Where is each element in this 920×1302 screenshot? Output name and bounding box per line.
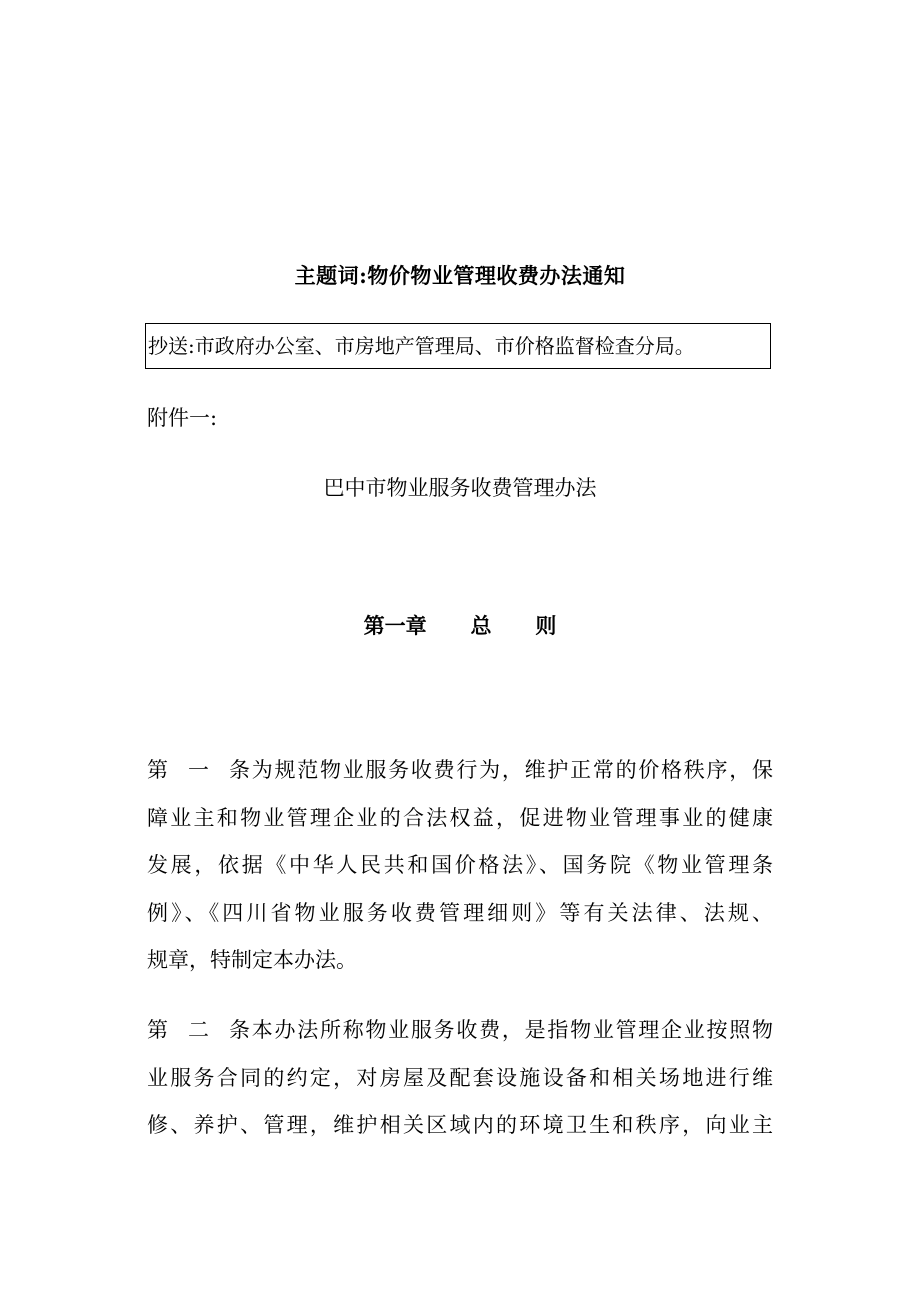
article-text: 本办法所称物业服务收费，是指物业管理企业按照物 bbox=[250, 1018, 773, 1042]
chapter-heading bbox=[0, 608, 920, 644]
article-2 bbox=[147, 1007, 777, 1150]
article-line bbox=[147, 1007, 773, 1055]
article-number: 第一条 bbox=[147, 758, 250, 782]
article-1 bbox=[147, 747, 777, 985]
article-line: 例》、《四川省物业服务收费管理细则》等有关法律、法规、 bbox=[147, 900, 773, 925]
article-text: 为规范物业服务收费行为，维护正常的价格秩序，保 bbox=[250, 758, 773, 782]
article-line bbox=[147, 747, 773, 795]
chapter-name-part-1: 总 bbox=[470, 613, 492, 638]
article-line: 业服务合同的约定，对房屋及配套设施设备和相关场地进行维 bbox=[147, 1065, 773, 1090]
chapter-label: 第一章 bbox=[363, 613, 427, 638]
chapter-name-part-2: 则 bbox=[535, 613, 557, 638]
document-title: 巴中市物业服务收费管理办法 bbox=[323, 476, 597, 500]
article-line: 发展，依据《中华人民共和国价格法》、国务院《物业管理条 bbox=[147, 853, 773, 877]
attachment-label: 附件一: bbox=[147, 406, 218, 430]
article-line: 规章，特制定本办法。 bbox=[147, 948, 357, 972]
article-line: 修、养护、管理，维护相关区域内的环境卫生和秩序，向业主 bbox=[147, 1113, 773, 1137]
article-number: 第二条 bbox=[147, 1018, 250, 1042]
subject-keywords: 主题词:物价物业管理收费办法通知 bbox=[294, 263, 626, 288]
article-line: 障业主和物业管理企业的合法权益，促进物业管理事业的健康 bbox=[147, 805, 773, 830]
cc-box: 抄送:市政府办公室、市房地产管理局、市价格监督检查分局。 bbox=[145, 323, 771, 369]
